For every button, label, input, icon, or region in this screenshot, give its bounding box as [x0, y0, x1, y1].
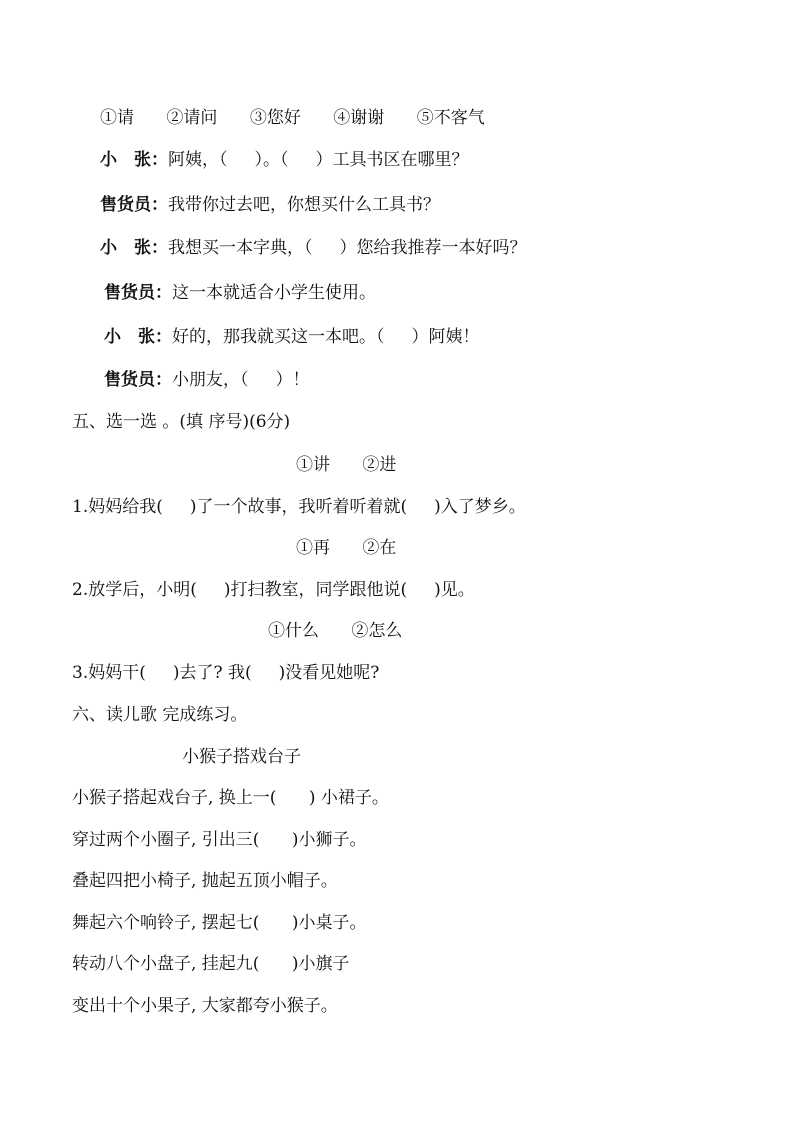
dialogue-line — [104, 369, 310, 391]
dialogue-text: 好的，那我就买这一本吧。（ ）阿姨！ — [172, 327, 480, 347]
section-heading: 六、读儿歌 完成练习。 — [72, 705, 248, 725]
poem-line: 叠起四把小椅子, 抛起五顶小帽子。 — [72, 871, 338, 891]
poem-line: 转动八个小盘子, 挂起九( )小旗子 — [72, 954, 350, 974]
poem-line: 变出十个小果子, 大家都夸小猴子。 — [72, 996, 338, 1016]
section-heading: 五、选一选 。(填 序号)(6分) — [72, 412, 291, 432]
question-line: 3.妈妈干( )去了? 我( )没看见她呢? — [72, 663, 380, 683]
choice-options: ①讲 ②进 — [296, 455, 397, 475]
poem-line: 穿过两个小圈子, 引出三( )小狮子。 — [72, 830, 367, 850]
dialogue-text: 这一本就适合小学生使用。 — [172, 283, 376, 303]
speaker-label: 售货员： — [104, 370, 172, 390]
dialogue-text: 小朋友，（ ）！ — [172, 370, 310, 390]
speaker-label: 售货员： — [100, 195, 168, 215]
dialogue-text: 我带你过去吧，你想买什么工具书？ — [168, 195, 440, 215]
poem-line: 小猴子搭起戏台子, 换上一( ) 小裙子。 — [72, 788, 389, 808]
dialogue-line — [100, 194, 440, 216]
dialogue-line — [104, 282, 376, 304]
dialogue-line — [104, 326, 480, 348]
dialogue-line — [100, 237, 527, 259]
question-line: 1.妈妈给我( )了一个故事，我听着听着就( )入了梦乡。 — [72, 497, 526, 517]
speaker-label: 小 张： — [104, 327, 172, 347]
speaker-label: 小 张： — [100, 238, 168, 258]
choice-options: ①再 ②在 — [296, 538, 397, 558]
dialogue-text: 阿姨，（ ）。（ ）工具书区在哪里？ — [168, 150, 469, 170]
poem-line: 舞起六个响铃子, 摆起七( )小桌子。 — [72, 913, 367, 933]
speaker-label: 小 张： — [100, 150, 168, 170]
dialogue-line — [100, 149, 469, 171]
dialogue-text: 我想买一本字典，（ ）您给我推荐一本好吗？ — [168, 238, 527, 258]
speaker-label: 售货员： — [104, 283, 172, 303]
options-line: ①请 ②请问 ③您好 ④谢谢 ⑤不客气 — [100, 108, 485, 128]
poem-title: 小猴子搭戏台子 — [182, 747, 301, 767]
choice-options: ①什么 ②怎么 — [268, 621, 403, 641]
question-line: 2.放学后，小明( )打扫教室，同学跟他说( )见。 — [72, 580, 475, 600]
